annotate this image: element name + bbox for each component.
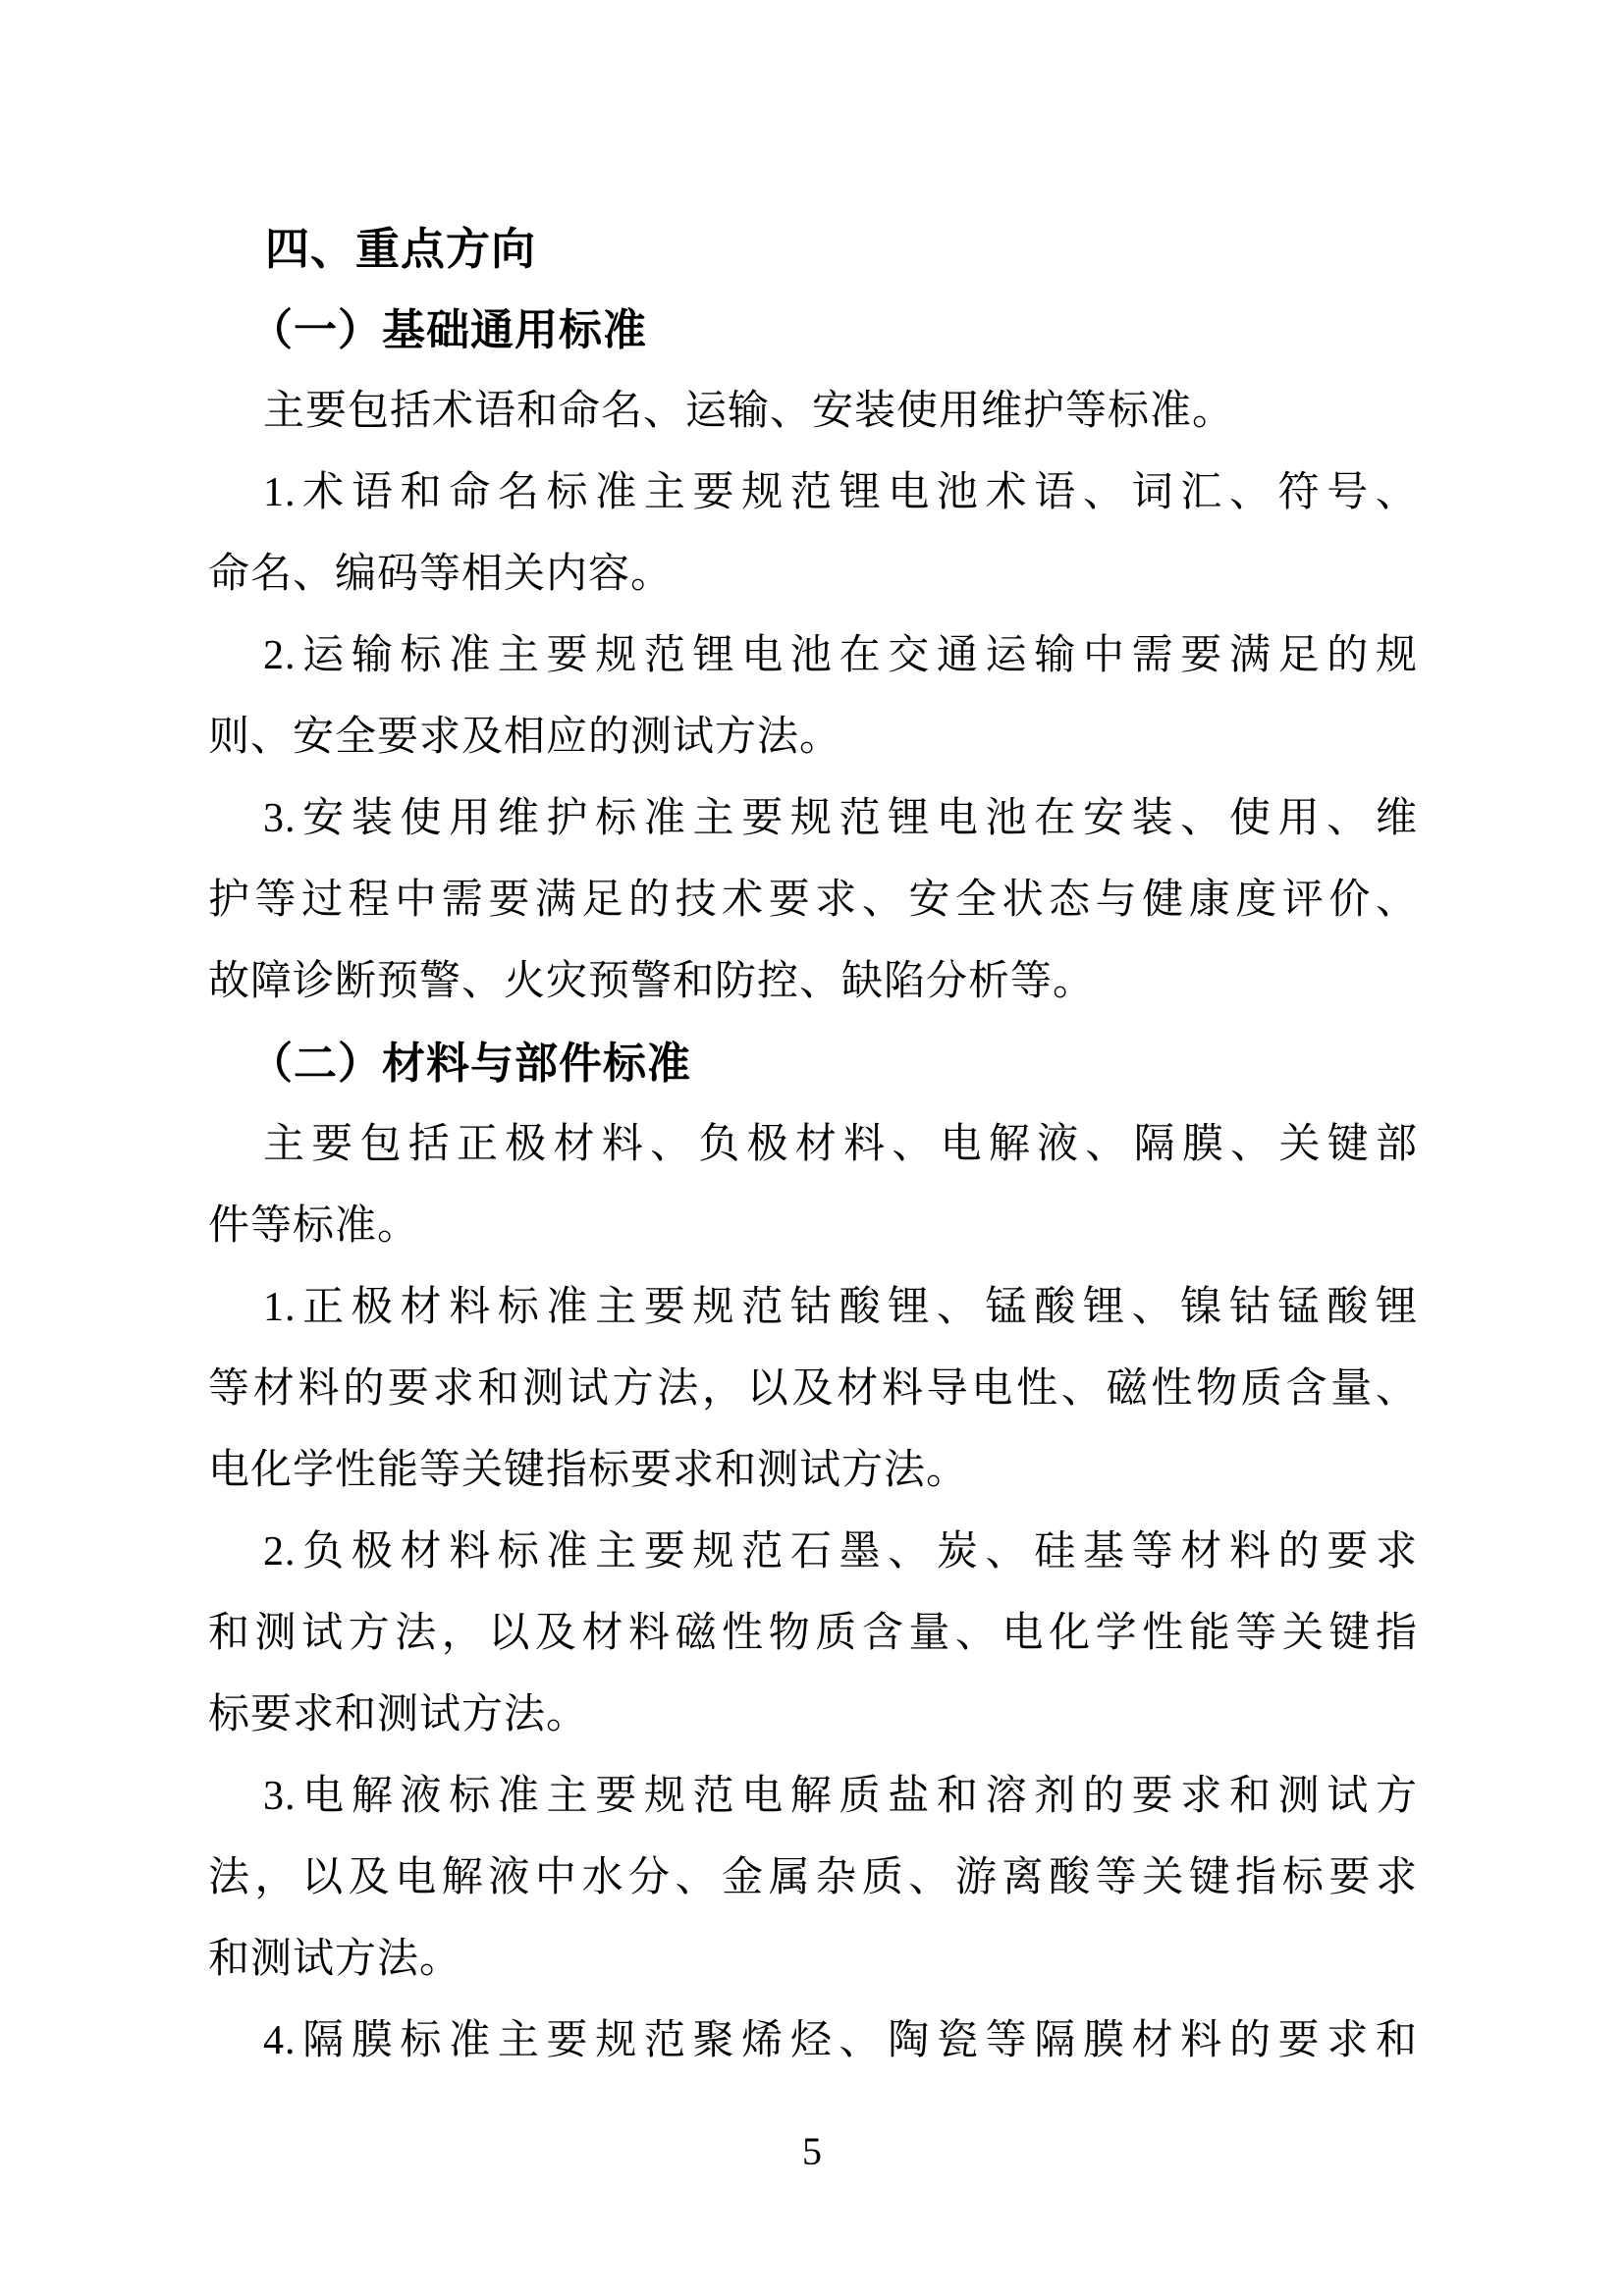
text-line: 1.术语和命名标准主要规范锂电池术语、词汇、符号、 (263, 470, 1418, 515)
text-line: 命名、编码等相关内容。 (208, 552, 674, 597)
text-line: 2.运输标准主要规范锂电池在交通运输中需要满足的规 (263, 633, 1418, 678)
text-line: 电化学性能等关键指标要求和测试方法。 (208, 1448, 969, 1493)
text-line: 法，以及电解液中水分、金属杂质、游离酸等关键指标要求 (208, 1855, 1418, 1900)
text-line: 和测试方法，以及材料磁性物质含量、电化学性能等关键指 (208, 1611, 1418, 1656)
text-line: 4.隔膜标准主要规范聚烯烃、陶瓷等隔膜材料的要求和 (263, 2018, 1418, 2063)
document-body (208, 208, 1418, 2082)
text-line: 和测试方法。 (208, 1937, 462, 1982)
text-line: 则、安全要求及相应的测试方法。 (208, 715, 842, 760)
text-line: 2.负极材料标准主要规范石墨、炭、硅基等材料的要求 (263, 1529, 1418, 1575)
text-line: 标要求和测试方法。 (208, 1692, 589, 1737)
text-line: 件等标准。 (208, 1203, 420, 1249)
section-heading: 四、重点方向 (265, 224, 537, 274)
subsection-heading: （二）材料与部件标准 (249, 1040, 691, 1088)
text-line: 1.正极材料标准主要规范钴酸锂、锰酸锂、镍钴锰酸锂 (263, 1285, 1418, 1330)
text-line: 等材料的要求和测试方法，以及材料导电性、磁性物质含量、 (208, 1366, 1418, 1412)
text-line: 护等过程中需要满足的技术要求、安全状态与健康度评价、 (208, 878, 1418, 923)
subsection-heading: （一）基础通用标准 (249, 306, 647, 354)
page-number: 5 (802, 2129, 822, 2173)
text-line: 3.电解液标准主要规范电解质盐和溶剂的要求和测试方 (263, 1774, 1418, 1819)
text-line: 故障诊断预警、火灾预警和防控、缺陷分析等。 (208, 959, 1096, 1004)
text-line: 主要包括正极材料、负极材料、电解液、隔膜、关键部 (263, 1122, 1418, 1167)
text-line: 3.安装使用维护标准主要规范锂电池在安装、使用、维 (263, 796, 1418, 841)
text-line: 主要包括术语和命名、运输、安装使用维护等标准。 (263, 389, 1235, 434)
